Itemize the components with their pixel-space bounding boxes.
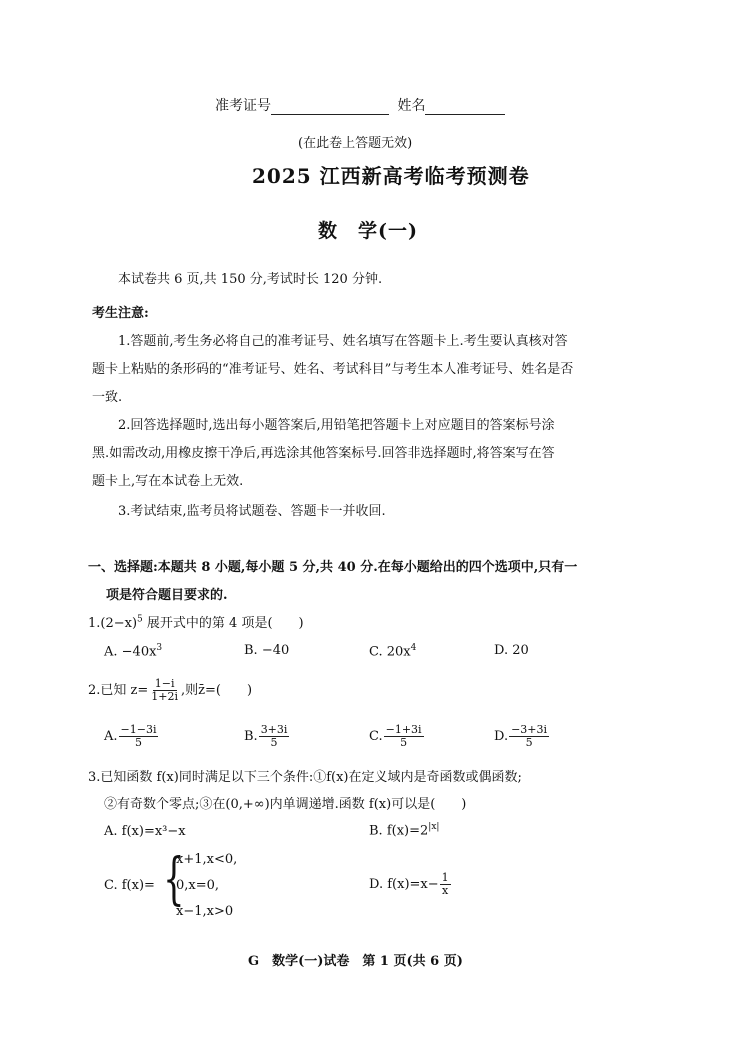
notice-heading: 考生注意: bbox=[92, 306, 149, 321]
q3-c-piece3: x−1,x>0 bbox=[176, 904, 234, 919]
section1-line1: 一、选择题:本题共 8 小题,每小题 5 分,共 40 分.在每小题给出的四个选项中,只有一 bbox=[88, 560, 578, 575]
q1-option-b[interactable]: B. −40 bbox=[244, 643, 290, 658]
q3-option-a[interactable]: A. f(x)=x³−x bbox=[104, 824, 186, 839]
notice-item3: 3.考试结束,监考员将试题卷、答题卡一并收回. bbox=[118, 504, 386, 519]
exam-id-row bbox=[215, 95, 505, 115]
q2-option-a[interactable]: A. $\frac{-1-3i}{5}$ bbox=[104, 723, 157, 749]
q3-option-c[interactable]: C. f(x)= { x+1,x<0, 0,x=0, x−1,x>0 bbox=[104, 847, 238, 919]
page-footer: G 数学(一)试卷 第 1 页(共 6 页) bbox=[248, 954, 463, 969]
section1-line2: 项是符合题目要求的. bbox=[106, 588, 228, 603]
invalid-note: (在此卷上答题无效) bbox=[298, 136, 413, 151]
q2-fraction: $\frac{1-i}{1+2i}$ bbox=[151, 677, 179, 703]
q3-option-b[interactable]: B. $f(x)=2^{|x|}$ bbox=[369, 822, 440, 839]
q3-stem-line2: ②有奇数个零点;③在(0,+∞)内单调递增.函数 f(x)可以是( ) bbox=[104, 797, 467, 812]
q1-option-a[interactable]: A. $-40x^3$ bbox=[104, 643, 163, 660]
exam-id-blank[interactable] bbox=[271, 100, 389, 115]
q3-option-d[interactable]: D. f(x)=x− $\frac{1}{x}$ bbox=[369, 871, 449, 897]
notice-item2-line3: 题卡上,写在本试卷上无效. bbox=[92, 474, 244, 489]
notice-item1-line3: 一致. bbox=[92, 390, 123, 405]
notice-item2-line2: 黑.如需改动,用橡皮擦干净后,再选涂其他答案标号.回答非选择题时,将答案写在答 bbox=[92, 446, 555, 461]
q2-option-b[interactable]: B. $\frac{3+3i}{5}$ bbox=[244, 723, 288, 749]
q2-stem: 2.已知 z= $\frac{1-i}{1+2i}$ ,则z̄=( ) bbox=[88, 677, 253, 703]
notice-item1-line1: 1.答题前,考生务必将自己的准考证号、姓名填写在答题卡上.考生要认真核对答 bbox=[118, 334, 568, 349]
notice-item1-line2: 题卡上粘贴的条形码的“准考证号、姓名、考试科目”与考生本人准考证号、姓名是否 bbox=[92, 362, 574, 377]
q3-stem-line1: 3.已知函数 f(x)同时满足以下三个条件:①f(x)在定义域内是奇函数或偶函数; bbox=[88, 770, 522, 785]
q3-c-piece2: 0,x=0, bbox=[176, 878, 220, 893]
q1-stem: $1.(2-x)^5$ 展开式中的第 4 项是( ) bbox=[88, 614, 304, 631]
intro-text: 本试卷共 6 页,共 150 分,考试时长 120 分钟. bbox=[118, 272, 383, 287]
subject-title: 数 学(一) bbox=[318, 220, 418, 242]
notice-item2-line1: 2.回答选择题时,选出每小题答案后,用铅笔把答题卡上对应题目的答案标号涂 bbox=[118, 418, 555, 433]
exam-title: 2025 江西新高考临考预测卷 bbox=[252, 164, 530, 188]
name-label: 姓名 bbox=[397, 98, 426, 114]
q3-c-piece1: x+1,x<0, bbox=[176, 852, 238, 867]
q2-option-c[interactable]: C. $\frac{-1+3i}{5}$ bbox=[369, 723, 422, 749]
name-blank[interactable] bbox=[425, 100, 505, 115]
q1-option-d[interactable]: D. 20 bbox=[494, 643, 529, 658]
left-brace-icon: { bbox=[163, 847, 185, 912]
exam-id-label: 准考证号 bbox=[215, 98, 271, 114]
q2-option-d[interactable]: D. $\frac{-3+3i}{5}$ bbox=[494, 723, 548, 749]
q1-option-c[interactable]: C. $20x^4$ bbox=[369, 643, 417, 660]
